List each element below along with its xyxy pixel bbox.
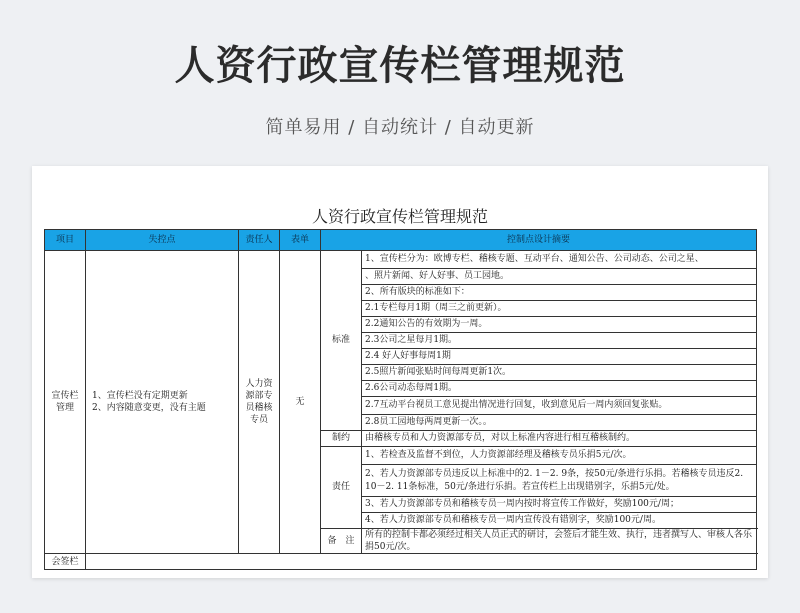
standard-item: 2.4 好人好事每周1期 bbox=[362, 349, 757, 365]
col-header-project: 项目 bbox=[45, 230, 86, 251]
form-cell: 无 bbox=[280, 251, 321, 554]
standard-item: 2.8员工园地每两周更新一次。。 bbox=[362, 415, 757, 431]
duty-item: 4、若人力资源部专员和稽核专员一周内宣传没有错别字，奖励100元/周。 bbox=[362, 513, 757, 529]
document-sheet bbox=[32, 166, 768, 578]
table-header-row bbox=[45, 230, 757, 251]
col-header-form: 表单 bbox=[280, 230, 321, 251]
col-header-owner: 责任人 bbox=[239, 230, 280, 251]
category-standard: 标准 bbox=[321, 251, 362, 431]
signoff-label: 会签栏 bbox=[45, 554, 86, 570]
standard-item: 2.7互动平台视员工意见提出情况进行回复，收到意见后一周内须回复张贴。 bbox=[362, 397, 757, 415]
duty-item: 1、若检查及监督不到位，人力资源部经理及稽核专员乐捐5元/次。 bbox=[362, 447, 757, 465]
signoff-text bbox=[86, 554, 757, 570]
standard-item: 2.3公司之星每月1期。 bbox=[362, 333, 757, 349]
remark-text: 所有的控制卡都必须经过相关人员正式的研讨，会签后才能生效、执行，违者撰写人、审核人各乐捐50元/次。 bbox=[362, 529, 757, 554]
category-duty: 责任 bbox=[321, 447, 362, 529]
risk-cell: 1、宣传栏没有定期更新 2、内容随意变更，没有主题 bbox=[86, 251, 239, 554]
remark-label: 备 注 bbox=[321, 529, 362, 554]
control-table bbox=[44, 229, 757, 570]
owner-cell: 人力资源部专员稽核专员 bbox=[239, 251, 280, 554]
page-subtitle: 简单易用 / 自动统计 / 自动更新 bbox=[265, 117, 535, 138]
system-item: 由稽核专员和人力资源部专员，对以上标准内容进行相互稽核制约。 bbox=[362, 431, 757, 447]
category-system: 制约 bbox=[321, 431, 362, 447]
col-header-risk: 失控点 bbox=[86, 230, 239, 251]
duty-item: 3、若人力资源部专员和稽核专员一周内按时将宣传工作做好，奖励100元/周； bbox=[362, 497, 757, 513]
standard-item: 2.2通知公告的有效期为一周。 bbox=[362, 317, 757, 333]
standard-item: 2.6公司动态每周1期。 bbox=[362, 381, 757, 397]
table-row bbox=[45, 251, 757, 269]
standard-item: 2、所有版块的标准如下： bbox=[362, 285, 757, 301]
sheet-title: 人资行政宣传栏管理规范 bbox=[311, 207, 488, 226]
standard-item: 、照片新闻、好人好事、员工园地。 bbox=[362, 269, 757, 285]
col-header-summary: 控制点设计摘要 bbox=[321, 230, 757, 251]
project-cell: 宣传栏管理 bbox=[45, 251, 86, 554]
duty-item: 2、若人力资源部专员违反以上标准中的2. 1－2. 9条，按50元/条进行乐捐。若稽核专员违反2. 10－2. 11条标准，50元/条进行乐捐。若宣传栏上出现错别字，乐捐5元/处。 bbox=[362, 465, 757, 497]
table-row bbox=[45, 554, 757, 570]
page-title: 人资行政宣传栏管理规范 bbox=[174, 43, 626, 89]
standard-item: 2.5照片新闻张贴时间每周更新1次。 bbox=[362, 365, 757, 381]
standard-item: 2.1专栏每月1期（周三之前更新）。 bbox=[362, 301, 757, 317]
standard-item: 1、宣传栏分为：欧博专栏、稽核专题、互动平台、通知公告、公司动态、公司之星、 bbox=[362, 251, 757, 269]
